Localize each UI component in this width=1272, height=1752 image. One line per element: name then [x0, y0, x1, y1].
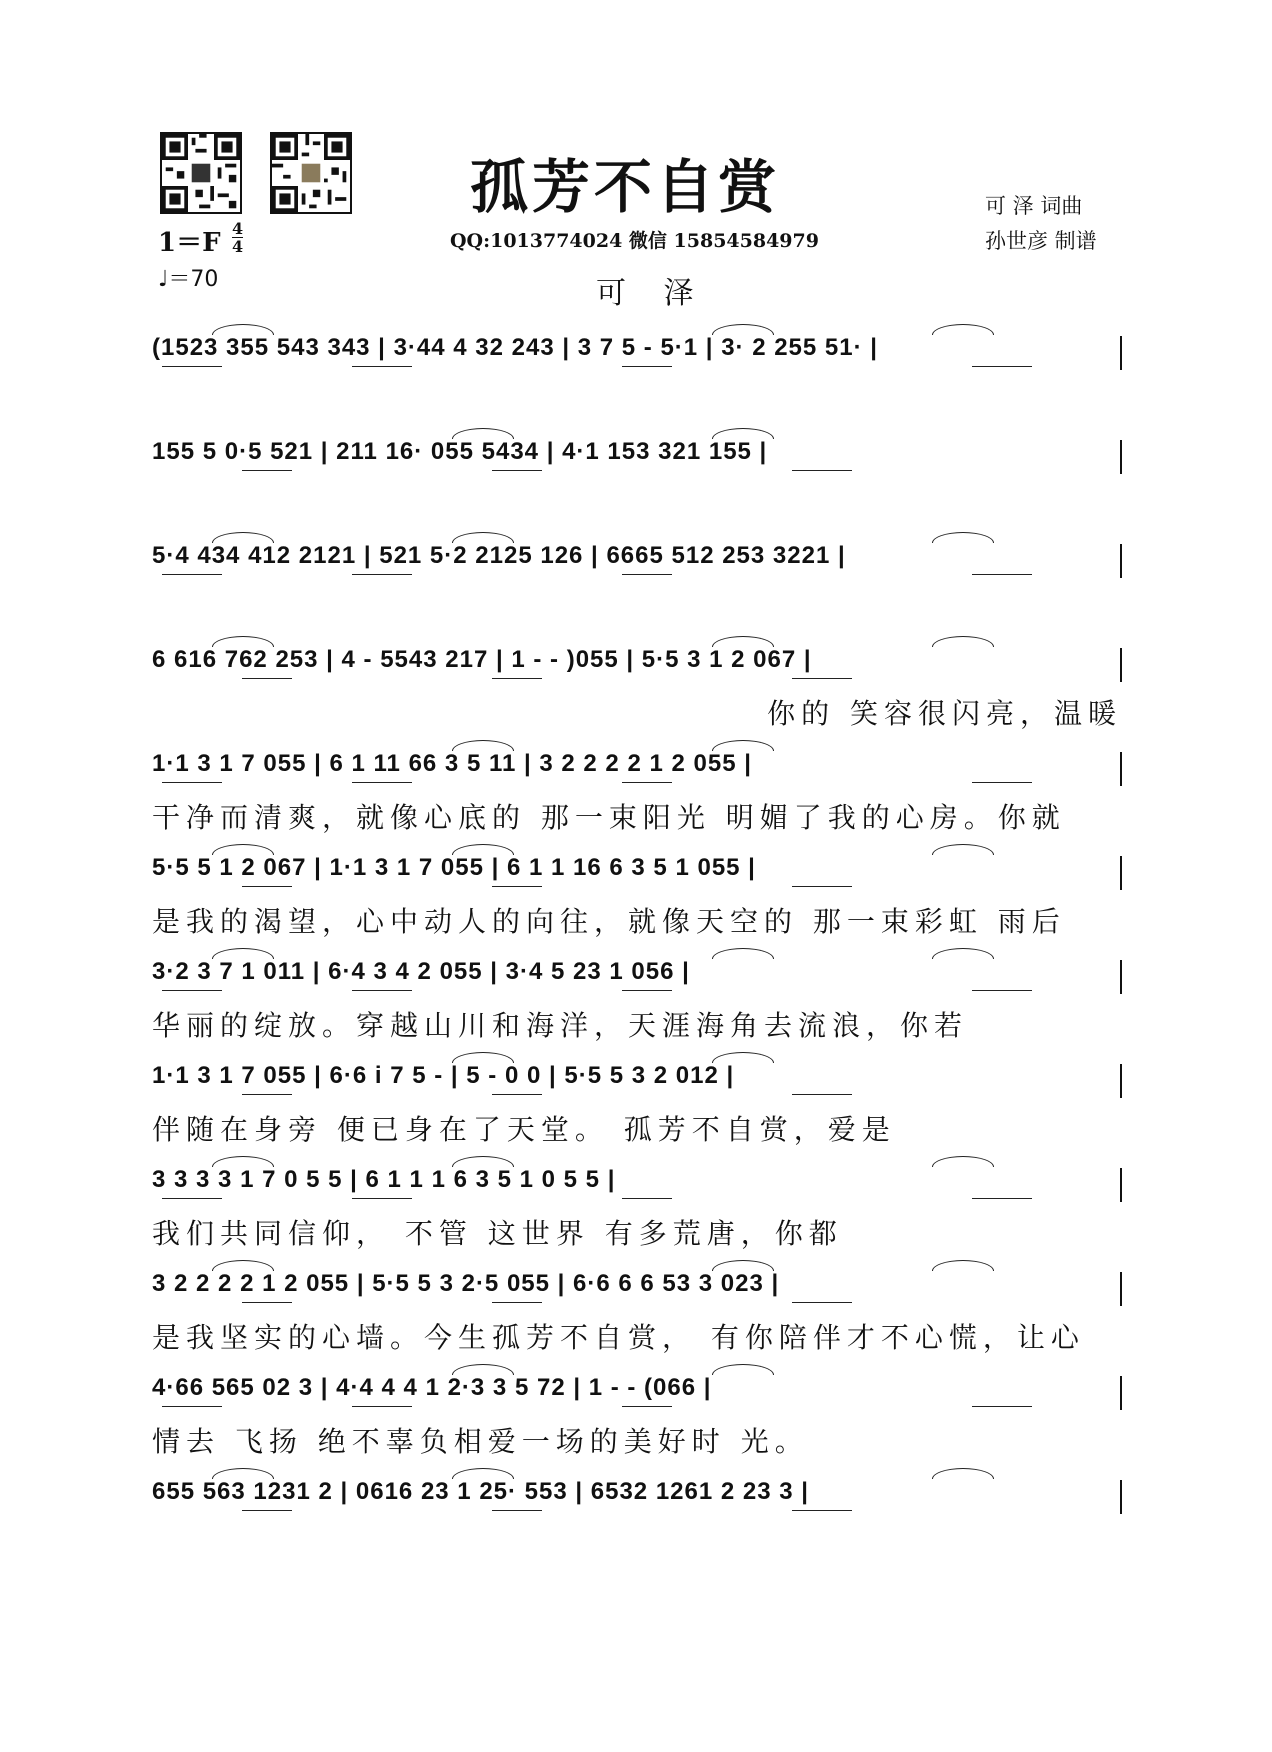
score-system — [152, 954, 1122, 1054]
qr-code-wechat — [270, 132, 352, 214]
beam-line — [622, 574, 672, 575]
music-notation — [152, 1058, 1122, 1102]
lyric-line: 是我的渴望，心中动人的向往，就像天空的 那一束彩虹 雨后 — [152, 905, 1066, 938]
tempo-marking: ♩＝70 — [158, 267, 219, 292]
bar-line — [1120, 336, 1122, 370]
song-title: 孤芳不自赏 — [470, 153, 781, 221]
bar-line — [1120, 544, 1122, 578]
score-system — [152, 850, 1122, 950]
beam-line — [972, 990, 1032, 991]
notation-text: 5·5 5 1 2 067 | 1·1 3 1 7 055 | 6 1 1 16 6 3 5 1 055 | — [152, 854, 756, 881]
notation-text: 3 2 2 2 2 1 2 055 | 5·5 5 3 2·5 055 | 6·6 6 6 53 3 023 | — [152, 1270, 780, 1297]
time-signature — [232, 220, 243, 255]
beam-line — [792, 470, 852, 471]
music-notation — [152, 538, 1122, 582]
singer-name: 可 泽 — [596, 276, 708, 311]
notation-text: 5·4 434 412 2121 | 521 5·2 2125 126 | 6665 512 253 3221 | — [152, 542, 846, 569]
beam-line — [352, 782, 412, 783]
notation-text: 4·66 565 02 3 | 4·4 4 4 1 2·3 3 5 72 | 1 - - (066 | — [152, 1374, 712, 1401]
beam-line — [242, 1302, 292, 1303]
beam-line — [242, 678, 292, 679]
lyric-line: 干净而清爽，就像心底的 那一束阳光 明媚了我的心房。你就 — [152, 801, 1066, 834]
bar-line — [1120, 440, 1122, 474]
bar-line — [1120, 960, 1122, 994]
beam-line — [972, 574, 1032, 575]
score-system — [152, 746, 1122, 846]
beam-line — [352, 1406, 412, 1407]
music-notation — [152, 1370, 1122, 1414]
beam-line — [242, 1510, 292, 1511]
music-notation — [152, 434, 1122, 478]
beam-line — [242, 1094, 292, 1095]
beam-line — [492, 1094, 542, 1095]
score-system — [152, 434, 1122, 534]
beam-line — [162, 574, 222, 575]
lyric-line: 华丽的绽放。穿越山川和海洋，天涯海角去流浪，你若 — [152, 1009, 969, 1042]
beam-line — [792, 886, 852, 887]
lyric-line: 我们共同信仰， 不管 这世界 有多荒唐，你都 — [152, 1217, 843, 1250]
beam-line — [492, 1302, 542, 1303]
score-system — [152, 1162, 1122, 1262]
music-notation — [152, 330, 1122, 374]
music-notation — [152, 746, 1122, 790]
qr-code-icon — [272, 134, 350, 212]
slur-arc — [712, 324, 774, 335]
bar-line — [1120, 1376, 1122, 1410]
beam-line — [352, 574, 412, 575]
notation-text: 3·2 3 7 1 011 | 6·4 3 4 2 055 | 3·4 5 23 1 056 | — [152, 958, 690, 985]
beam-line — [792, 1094, 852, 1095]
music-notation — [152, 1474, 1122, 1518]
score-system — [152, 1266, 1122, 1366]
lyric-line: 情去 飞扬 绝不辜负相爱一场的美好时 光。 — [152, 1425, 809, 1458]
beam-line — [162, 782, 222, 783]
beam-line — [352, 1198, 412, 1199]
music-notation — [152, 954, 1122, 998]
music-notation — [152, 1162, 1122, 1206]
notation-text: 155 5 0·5 521 | 211 16· 055 5434 | 4·1 153 321 155 | — [152, 438, 768, 465]
beam-line — [972, 782, 1032, 783]
bar-line — [1120, 1272, 1122, 1306]
contact-info: QQ:1013774024 微信 15854584979 — [450, 230, 819, 252]
beam-line — [792, 678, 852, 679]
bar-line — [1120, 648, 1122, 682]
score-maker-credit: 孙世彦 制谱 — [985, 229, 1097, 253]
bar-line — [1120, 752, 1122, 786]
score-system — [152, 642, 1122, 742]
notation-text: (1523 355 543 343 | 3·44 4 32 243 | 3 7 5 - 5·1 | 3· 2 255 51· | — [152, 334, 878, 361]
time-signature-bottom: 4 — [232, 237, 244, 256]
beam-line — [622, 1198, 672, 1199]
beam-line — [162, 1198, 222, 1199]
beam-line — [492, 886, 542, 887]
music-notation — [152, 1266, 1122, 1310]
beam-line — [792, 1302, 852, 1303]
notation-text: 655 563 1231 2 | 0616 23 1 25· 553 | 6532 1261 2 23 3 | — [152, 1478, 809, 1505]
bar-line — [1120, 1064, 1122, 1098]
beam-line — [352, 990, 412, 991]
score-system — [152, 1058, 1122, 1158]
beam-line — [622, 366, 672, 367]
qr-code-qq — [160, 132, 242, 214]
lyrics-composer-credit: 可 泽 词曲 — [985, 194, 1083, 218]
notation-text: 3 3 3 3 1 7 0 5 5 | 6 1 1 1 6 3 5 1 0 5 5 | — [152, 1166, 616, 1193]
beam-line — [242, 886, 292, 887]
beam-line — [352, 366, 412, 367]
beam-line — [492, 1510, 542, 1511]
music-notation — [152, 642, 1122, 686]
key-signature: 1＝F — [158, 228, 221, 258]
lyric-line: 是我坚实的心墙。今生孤芳不自赏， 有你陪伴才不心慌，让心 — [152, 1321, 1085, 1354]
bar-line — [1120, 856, 1122, 890]
lyric-line: 伴随在身旁 便已身在了天堂。 孤芳不自赏，爱是 — [152, 1113, 896, 1146]
beam-line — [622, 990, 672, 991]
time-signature-top: 4 — [232, 219, 244, 238]
beam-line — [242, 470, 292, 471]
beam-line — [162, 1406, 222, 1407]
slur-arc — [212, 324, 274, 335]
beam-line — [792, 1510, 852, 1511]
slur-arc — [932, 324, 994, 335]
beam-line — [972, 1198, 1032, 1199]
lyric-line: 你的 笑容很闪亮，温暖 — [767, 697, 1122, 730]
score-system — [152, 330, 1122, 430]
beam-line — [972, 366, 1032, 367]
beam-line — [972, 1406, 1032, 1407]
notation-text: 1·1 3 1 7 055 | 6·6 i 7 5 - | 5 - 0 0 | 5·5 5 3 2 012 | — [152, 1062, 735, 1089]
notation-text: 6 616 762 253 | 4 - 5543 217 | 1 - - )055 | 5·5 3 1 2 067 | — [152, 646, 812, 673]
beam-line — [162, 366, 222, 367]
score-system — [152, 538, 1122, 638]
beam-line — [162, 990, 222, 991]
bar-line — [1120, 1168, 1122, 1202]
beam-line — [492, 678, 542, 679]
music-notation — [152, 850, 1122, 894]
score-system — [152, 1474, 1122, 1574]
beam-line — [492, 470, 542, 471]
beam-line — [622, 1406, 672, 1407]
notation-text: 1·1 3 1 7 055 | 6 1 11 66 3 5 11 | 3 2 2 2 2 1 2 055 | — [152, 750, 752, 777]
bar-line — [1120, 1480, 1122, 1514]
score-system — [152, 1370, 1122, 1470]
qr-code-icon — [162, 134, 240, 212]
beam-line — [622, 782, 672, 783]
